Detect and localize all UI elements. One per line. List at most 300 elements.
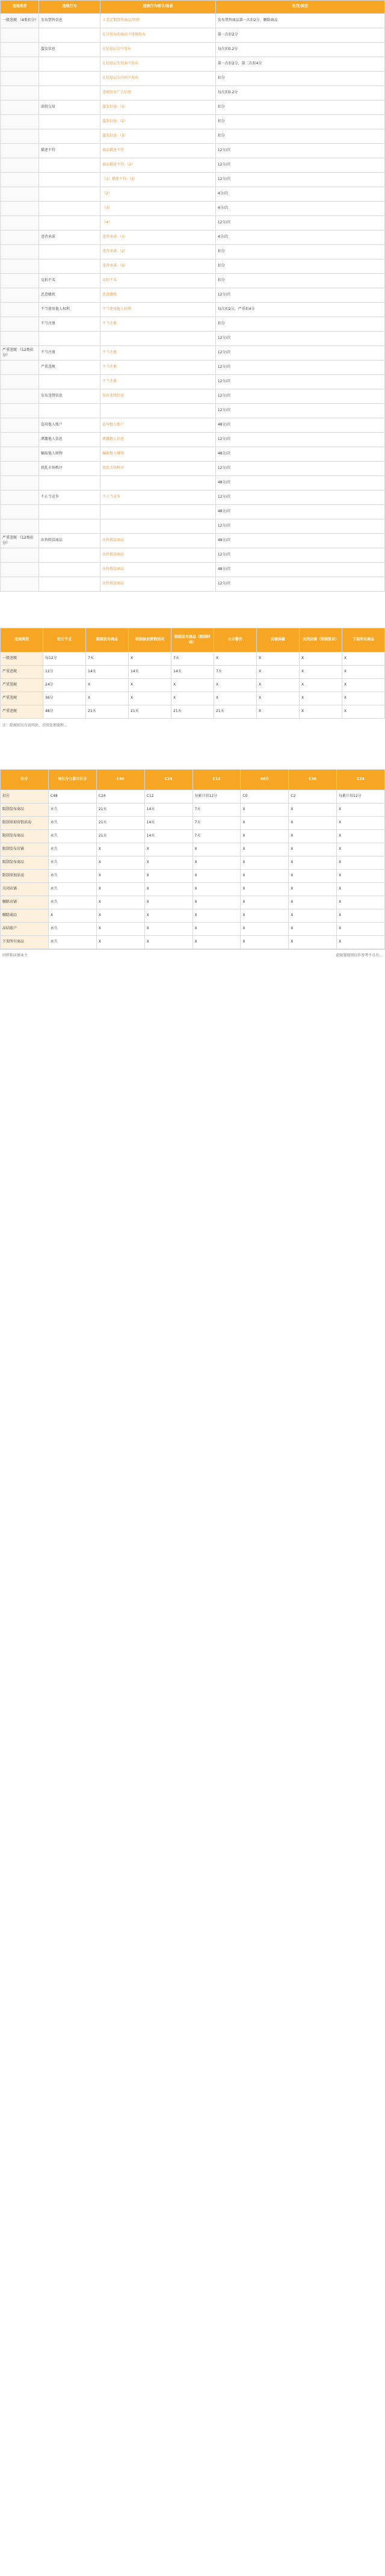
table-cell: 出售假冒商品 — [100, 534, 216, 548]
table-row — [1, 317, 385, 332]
table-cell: 商品描述不符-（2） — [100, 158, 216, 173]
table-row — [1, 577, 385, 592]
table-cell: 每次扣2分，严重扣4分 — [215, 303, 384, 317]
table-cell — [38, 187, 100, 202]
column-header: 扣分 — [1, 770, 49, 790]
column-header: C12 — [192, 770, 241, 790]
table-cell — [1, 43, 39, 57]
table-cell: X — [144, 936, 192, 949]
table-cell: X — [337, 896, 385, 909]
table-cell: 12分/次 — [215, 144, 384, 158]
table-cell: 36分 — [43, 692, 86, 705]
table-row — [1, 57, 385, 72]
table-cell: 骗取他人财物 — [38, 447, 100, 462]
table-cell: C0 — [241, 790, 289, 803]
table-cell: 12分/次 — [215, 173, 384, 187]
table-cell: X — [241, 856, 289, 870]
table-cell: X — [96, 856, 144, 870]
table-row — [1, 216, 385, 231]
table-cell: 不当注册 — [100, 375, 216, 389]
table-cell: 限制发布商品 — [1, 856, 49, 870]
table-row — [1, 187, 385, 202]
table-row — [1, 705, 385, 719]
table-cell — [38, 28, 100, 43]
column-header: 扣分节点 — [43, 628, 86, 652]
table-cell: X — [96, 896, 144, 909]
column-header: 限制参加营销活动 — [129, 628, 171, 652]
table-cell — [1, 418, 39, 433]
table-cell — [38, 245, 100, 259]
table-cell: X — [342, 692, 385, 705]
table-cell: 发布违禁信息 — [100, 389, 216, 404]
table-cell: 12分/次 — [215, 375, 384, 389]
table-cell — [1, 216, 39, 231]
table-cell — [100, 505, 216, 519]
table-cell: X — [289, 843, 337, 856]
table-row — [1, 389, 385, 404]
table-cell: 每累计扣12分 — [192, 790, 241, 803]
table-cell: X — [337, 883, 385, 896]
table-cell: X — [337, 803, 385, 817]
table-row — [1, 115, 385, 129]
table-row — [1, 462, 385, 476]
table-cell: X — [144, 843, 192, 856]
table-cell: 一般违规 （4类扣分） — [1, 14, 39, 28]
table-cell: 扣分 — [215, 245, 384, 259]
table-cell — [1, 303, 39, 317]
table-row — [1, 303, 385, 317]
table-cell — [1, 158, 39, 173]
table-cell: 出售假冒商品 — [38, 534, 100, 548]
table-cell: 21天 — [86, 705, 129, 719]
table-cell — [38, 202, 100, 216]
table-cell — [1, 115, 39, 129]
column-header: C48 — [96, 770, 144, 790]
table-cell: 严重违规 — [38, 361, 100, 375]
table-row — [1, 375, 385, 389]
table-cell — [1, 332, 39, 346]
table-cell: 14天 — [171, 666, 214, 679]
table-cell: 泄露他人信息 — [100, 433, 216, 447]
table-cell: 扣分 — [215, 72, 384, 86]
table-cell — [1, 563, 39, 577]
table-cell: X — [289, 909, 337, 923]
table-cell: X — [289, 870, 337, 883]
table-cell: （2） — [100, 187, 216, 202]
table-cell: 扰乱市场秩序 — [38, 462, 100, 476]
table-cell: X — [257, 692, 300, 705]
footer-left: 同样和店铺业主 — [2, 953, 28, 958]
column-header: C24 — [337, 770, 385, 790]
table-cell: X — [129, 692, 171, 705]
table-cell — [1, 505, 39, 519]
table-row — [1, 883, 385, 896]
table-cell: 在信息层次页面中发布 — [100, 57, 216, 72]
table-row — [1, 652, 385, 666]
table-cell: 违背承诺 — [38, 231, 100, 245]
table-row — [1, 491, 385, 505]
table-cell — [1, 288, 39, 303]
table-cell: 12分/次 — [215, 404, 384, 418]
table-cell: X — [241, 936, 289, 949]
table-cell — [38, 129, 100, 144]
column-header: 48分 — [241, 770, 289, 790]
table-row — [1, 72, 385, 86]
table-row — [1, 129, 385, 144]
table-row — [1, 923, 385, 936]
table-cell: X — [192, 843, 241, 856]
table-cell: X — [300, 692, 342, 705]
table-cell: X — [257, 705, 300, 719]
table-cell: 12分 — [43, 666, 86, 679]
table-cell: 限制发布店铺 — [1, 843, 49, 856]
table-cell: 12分/次 — [215, 389, 384, 404]
table-cell: 竞拍不买 — [100, 274, 216, 288]
table-cell: 限制发布商品 — [1, 803, 49, 817]
table-cell: 不当注册 — [38, 317, 100, 332]
table-cell — [38, 115, 100, 129]
table-cell: 滥发信息 — [38, 43, 100, 57]
table-cell — [1, 361, 39, 375]
table-cell: X — [337, 870, 385, 883]
table-cell: 严重违规 （12类扣分） — [1, 534, 39, 548]
table-cell: 7天 — [214, 666, 257, 679]
table-cell: 扣分 — [215, 259, 384, 274]
table-cell — [1, 144, 39, 158]
column-header: 违规行为 — [38, 1, 100, 14]
table-cell: 虚假交易 — [38, 101, 100, 115]
table-cell: 12分/次 — [215, 491, 384, 505]
table-header-row — [1, 628, 385, 652]
table-cell: X — [192, 923, 241, 936]
table-cell — [38, 519, 100, 534]
table-row — [1, 101, 385, 115]
table-cell: X — [96, 870, 144, 883]
table-row — [1, 144, 385, 158]
table-row — [1, 158, 385, 173]
table-cell: X — [144, 870, 192, 883]
table-cell: X — [289, 923, 337, 936]
table-cell — [38, 216, 100, 231]
table-row — [1, 447, 385, 462]
table-cell: 7天 — [192, 830, 241, 843]
table-cell: X — [96, 936, 144, 949]
table-cell: X — [96, 883, 144, 896]
table-row — [1, 86, 385, 101]
table-row — [1, 433, 385, 447]
table-cell: X — [241, 830, 289, 843]
table-cell: X — [342, 679, 385, 692]
table-cell: X — [144, 883, 192, 896]
table-cell: 48分/次 — [215, 418, 384, 433]
table-row — [1, 231, 385, 245]
table-cell — [1, 28, 39, 43]
table-cell: X — [144, 923, 192, 936]
table-cell: X — [241, 843, 289, 856]
table-cell: X — [337, 830, 385, 843]
table-cell: X — [337, 817, 385, 830]
table-cell — [100, 476, 216, 491]
table-cell: 12分/次 — [215, 519, 384, 534]
table-cell: 扣分 — [215, 115, 384, 129]
column-header: 违规类型 — [1, 628, 43, 652]
table-cell: X — [342, 652, 385, 666]
table-cell — [1, 72, 39, 86]
table-row — [1, 418, 385, 433]
table-cell: 泄露他人信息 — [38, 433, 100, 447]
table-cell: 12分/次 — [215, 346, 384, 361]
table-row — [1, 202, 385, 216]
table-cell: X — [192, 856, 241, 870]
table-cell: 在信息层次中发布 — [100, 43, 216, 57]
table-cell: 违背承诺-（3） — [100, 259, 216, 274]
table-cell: 在自发布的商品中违规发布 — [100, 28, 216, 43]
table-cell: X — [214, 652, 257, 666]
table-cell: 12分/次 — [215, 433, 384, 447]
table-cell: 永久 — [48, 843, 96, 856]
table-cell: 严重违规 — [1, 705, 43, 719]
penalty-detail-table — [0, 769, 385, 949]
table-cell: 14天 — [144, 817, 192, 830]
table-cell: 每次扣0.2分 — [215, 86, 384, 101]
table-cell: X — [86, 692, 129, 705]
table-cell: X — [192, 870, 241, 883]
table-cell: 21天 — [129, 705, 171, 719]
table-cell — [38, 577, 100, 592]
table-cell: 每次扣0.2分 — [215, 43, 384, 57]
table-cell: 7天 — [171, 652, 214, 666]
table-cell — [38, 548, 100, 563]
table-cell: 永久 — [48, 883, 96, 896]
table-cell: X — [144, 856, 192, 870]
table-cell: 12分/次 — [215, 361, 384, 375]
table-cell: 12分/次 — [215, 548, 384, 563]
table-cell: 限制参加营销活动 — [1, 817, 49, 830]
table-cell: 永久 — [48, 830, 96, 843]
table-row — [1, 259, 385, 274]
table-cell: 永久 — [48, 817, 96, 830]
table-cell — [38, 404, 100, 418]
table-cell: X — [300, 679, 342, 692]
table-cell: X — [144, 909, 192, 923]
table-cell: 严重违规 — [1, 679, 43, 692]
table-cell: 滥发信息-（2） — [100, 115, 216, 129]
table-cell — [100, 519, 216, 534]
table-cell: 出售假冒商品 — [100, 577, 216, 592]
table-row — [1, 817, 385, 830]
table-cell: 违背承诺-（1） — [100, 231, 216, 245]
table-cell: 14天 — [144, 830, 192, 843]
table-cell — [1, 389, 39, 404]
table-cell: 每12分 — [43, 652, 86, 666]
table-cell: 扣分 — [215, 129, 384, 144]
table-cell: 删除商品 — [1, 909, 49, 923]
table-cell — [38, 563, 100, 577]
table-cell — [38, 57, 100, 72]
table-cell: 永久 — [48, 896, 96, 909]
table-header-row — [1, 1, 385, 14]
table-cell: 违规发布广告信息 — [100, 86, 216, 101]
table-cell — [1, 202, 39, 216]
table-cell — [1, 101, 39, 115]
column-header: 限制发布商品 — [86, 628, 129, 652]
table-cell — [1, 476, 39, 491]
table-cell: X — [241, 923, 289, 936]
table-cell: X — [257, 679, 300, 692]
table-row — [1, 692, 385, 705]
table-row — [1, 803, 385, 817]
table-cell — [38, 173, 100, 187]
column-header: 关闭店铺（限制登录） — [300, 628, 342, 652]
column-header: C36 — [289, 770, 337, 790]
table-row — [1, 909, 385, 923]
table-cell: 骗取他人财物 — [100, 447, 216, 462]
table-row — [1, 896, 385, 909]
table-row — [1, 245, 385, 259]
table-cell: X — [300, 705, 342, 719]
table-row — [1, 666, 385, 679]
table-row — [1, 548, 385, 563]
table-cell: 12分/次 — [215, 288, 384, 303]
table-cell: 21天 — [171, 705, 214, 719]
table-cell: 12分/次 — [215, 158, 384, 173]
table-row — [1, 361, 385, 375]
table-cell: X — [192, 896, 241, 909]
table-cell: 发布违禁信息 — [38, 389, 100, 404]
table-cell: 描述不符 — [38, 144, 100, 158]
table-row — [1, 346, 385, 361]
table-cell: 7天 — [192, 817, 241, 830]
table-cell: 每累计扣12分 — [337, 790, 385, 803]
table-cell: 不正当竞争 — [38, 491, 100, 505]
table-cell — [1, 57, 39, 72]
table-row — [1, 332, 385, 346]
table-cell: X — [289, 856, 337, 870]
table-cell: X — [289, 936, 337, 949]
table-cell: X — [342, 666, 385, 679]
table-cell: 不正当竞争 — [100, 491, 216, 505]
table-cell — [1, 173, 39, 187]
table-cell: 不当注册 — [100, 361, 216, 375]
table-cell — [38, 332, 100, 346]
table-cell: X — [289, 830, 337, 843]
table-cell: 永久 — [48, 856, 96, 870]
table-cell: X — [48, 909, 96, 923]
table-row — [1, 856, 385, 870]
table-cell: 扣分 — [215, 274, 384, 288]
table-cell: 7天 — [86, 652, 129, 666]
table-row — [1, 173, 385, 187]
table-row — [1, 843, 385, 856]
table-cell: X — [96, 923, 144, 936]
table-cell: 4分/次 — [215, 231, 384, 245]
table-row — [1, 534, 385, 548]
table-cell: 不当注册 — [100, 346, 216, 361]
table-cell: X — [96, 909, 144, 923]
table-cell: 发布禁售信息 — [38, 14, 100, 28]
table-cell — [1, 577, 39, 592]
table-cell — [100, 404, 216, 418]
table-cell: X — [129, 679, 171, 692]
table-cell: X — [214, 692, 257, 705]
table-row — [1, 404, 385, 418]
table-cell: X — [144, 896, 192, 909]
table-cell — [38, 72, 100, 86]
table-cell: 12分/次 — [215, 577, 384, 592]
table-row — [1, 505, 385, 519]
table-cell — [1, 231, 39, 245]
column-header: 处罚/类型 — [215, 1, 384, 14]
table-cell: X — [171, 692, 214, 705]
table-cell: 竞拍不买 — [38, 274, 100, 288]
table-cell: （3） — [100, 202, 216, 216]
table-cell — [100, 332, 216, 346]
table-cell: 卡美定期禁售商品/管理 — [100, 14, 216, 28]
table-cell: 扣分 — [215, 101, 384, 115]
table-cell: X — [241, 817, 289, 830]
table-cell — [1, 259, 39, 274]
column-header: 违规行为细节/场景 — [100, 1, 216, 14]
table-cell: X — [289, 817, 337, 830]
table-cell: 冻结账户 — [1, 923, 49, 936]
table-cell — [1, 375, 39, 389]
table-cell — [1, 519, 39, 534]
table-cell: 不当注册 — [38, 346, 100, 361]
table-cell: X — [241, 909, 289, 923]
table-cell: 下架所有商品 — [1, 936, 49, 949]
table-cell: 限制参加活动 — [1, 870, 49, 883]
table-row — [1, 870, 385, 883]
table-cell: X — [96, 843, 144, 856]
table-cell: X — [289, 803, 337, 817]
table-cell — [1, 274, 39, 288]
table-cell: 24分 — [43, 679, 86, 692]
table-cell: X — [241, 896, 289, 909]
column-header: 店铺屏蔽 — [257, 628, 300, 652]
table-cell: X — [257, 652, 300, 666]
column-header: 每扣分日累计扣分 — [48, 770, 96, 790]
table-cell: X — [192, 883, 241, 896]
table-cell: X — [289, 896, 337, 909]
footer-right: 此限制规则仅作参考不具有... — [336, 953, 383, 958]
table-cell: 盗用他人账户 — [100, 418, 216, 433]
table-row — [1, 936, 385, 949]
table-cell — [38, 158, 100, 173]
table-cell: 出售假冒商品 — [100, 563, 216, 577]
table-cell: X — [300, 652, 342, 666]
table-cell — [1, 245, 39, 259]
table-cell: X — [192, 909, 241, 923]
table-row — [1, 28, 385, 43]
table-cell — [1, 129, 39, 144]
table-cell — [1, 433, 39, 447]
table-cell: X — [257, 666, 300, 679]
table-row — [1, 790, 385, 803]
table-cell — [1, 462, 39, 476]
table-cell: X — [337, 936, 385, 949]
table-cell: 21天 — [96, 830, 144, 843]
penalty-summary-table — [0, 628, 385, 719]
table-cell: 48分/次 — [215, 476, 384, 491]
table-cell: 发布禁售商品第一次扣2分，删除商品 — [215, 14, 384, 28]
table-cell: 恶意骚扰 — [100, 288, 216, 303]
table-cell: 永久 — [48, 870, 96, 883]
table-cell: C2 — [289, 790, 337, 803]
table-cell: 14天 — [86, 666, 129, 679]
column-header: 违规类型 — [1, 1, 39, 14]
table-cell: 滥发信息-（3） — [100, 129, 216, 144]
table-cell: C12 — [144, 790, 192, 803]
